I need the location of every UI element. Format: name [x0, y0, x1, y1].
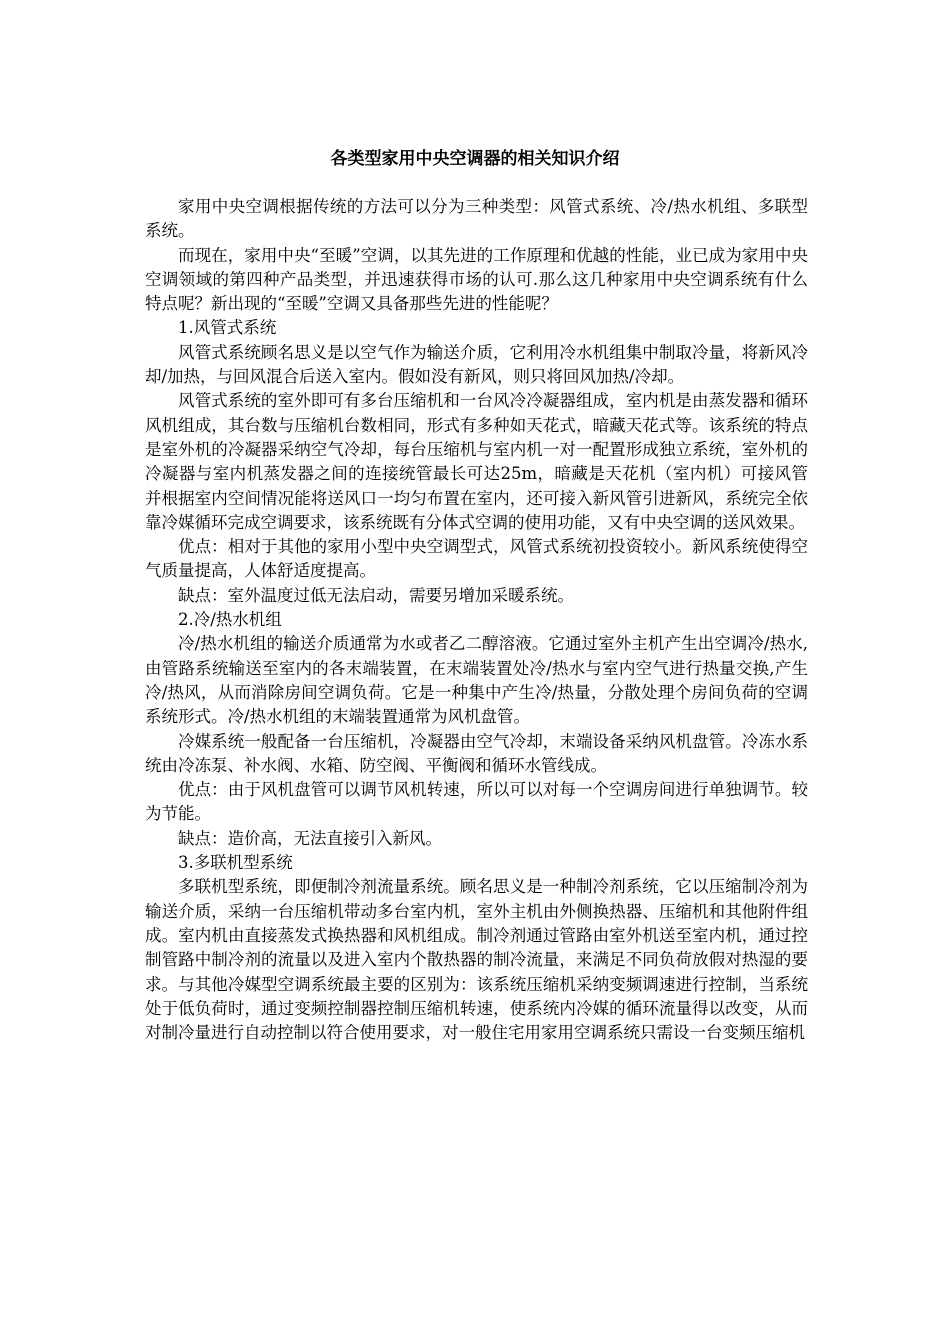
paragraph-chiller-definition: 冷/热水机组的输送介质通常为水或者乙二醇溶液。它通过室外主机产生出空调冷/热水,由管路系统输送至室内的各末端装置，在末端装置处冷/热水与室内空气进行热量交换,产生冷/热风，从而消除房间空调负荷。它是一种集中产生冷/热量，分散处理个房间负荷的空调系统形式。冷/热水机组的末端装置通常为风机盘管。 — [145, 634, 808, 727]
document-title: 各类型家用中央空调器的相关知识介绍 — [330, 149, 620, 169]
paragraph-duct-structure: 风管式系统的室外即可有多台压缩机和一台风冷冷凝器组成，室内机是由蒸发器和循环风机组成，其台数与压缩机台数相同，形式有多种如天花式，暗藏天花式等。该系统的特点是室外机的冷凝器采纳空气冷却，每台压缩机与室内机一对一配置形成独立系统，室外机的冷凝器与室内机蒸发器之间的连接统管最长可达25m，暗藏是天花机（室内机）可接风管并根据室内空间情况能将送风口一均匀布置在室内，还可接入新风管引进新风，系统完全依靠冷媒循环完成空调要求，该系统既有分体式空调的使用功能，又有中央空调的送风效果。 — [145, 391, 808, 532]
paragraph-duct-advantages: 优点：相对于其他的家用小型中央空调型式，风管式系统初投资较小。新风系统使得空气质量提高，人体舒适度提高。 — [145, 537, 808, 581]
paragraph-duct-disadvantages: 缺点：室外温度过低无法启动，需要另增加采暖系统。 — [178, 585, 574, 605]
paragraph-multi-split-definition: 多联机型系统，即便制冷剂流量系统。顾名思义是一种制冷剂系统，它以压缩制冷剂为输送介质，采纳一台压缩机带动多台室内机，室外主机由外侧换热器、压缩机和其他附件组成。室内机由直接蒸发式换热器和风机组成。制冷剂通过管路由室外机送至室内机，通过控制管路中制冷剂的流量以及进入室内个散热器的制冷流量，来满足不同负荷放假对热湿的要求。与其他冷媒型空调系统最主要的区别为：该系统压缩机采纳变频调速进行控制，当系统处于低负荷时，通过变频控制器控制压缩机转速，使系统内冷媒的循环流量得以改变，从而对制冷量进行自动控制以符合使用要求，对一般住宅用家用空调系统只需设一台变频压缩机 — [145, 877, 808, 1043]
section-heading-duct-system: 1.风管式系统 — [178, 318, 277, 338]
paragraph-chiller-structure: 冷媒系统一般配备一台压缩机，冷凝器由空气冷却，末端设备采纳风机盘管。冷冻水系统由冷冻泵、补水阀、水箱、防空阀、平衡阀和循环水管线成。 — [145, 731, 808, 775]
paragraph-intro-types: 家用中央空调根据传统的方法可以分为三种类型：风管式系统、冷/热水机组、多联型系统。 — [145, 197, 808, 241]
document-body — [145, 195, 808, 1045]
paragraph-chiller-advantages: 优点：由于风机盘管可以调节风机转速，所以可以对每一个空调房间进行单独调节。较为节能。 — [145, 780, 808, 824]
section-heading-water-chiller: 2.冷/热水机组 — [178, 610, 282, 630]
section-heading-multi-split: 3.多联机型系统 — [178, 853, 293, 873]
paragraph-duct-definition: 风管式系统顾名思义是以空气作为输送介质，它利用冷水机组集中制取冷量，将新风冷却/加热，与回风混合后送入室内。假如没有新风，则只将回风加热/冷却。 — [145, 342, 808, 387]
paragraph-intro-zhinuan: 而现在，家用中央“至暖”空调，以其先进的工作原理和优越的性能，业已成为家用中央空调领域的第四种产品类型，并迅速获得市场的认可.那么这几种家用中央空调系统有什么特点呢？新出现的“至暖”空调又具备那些先进的性能呢？ — [145, 245, 808, 314]
paragraph-chiller-disadvantages: 缺点：造价高，无法直接引入新风。 — [178, 828, 442, 848]
